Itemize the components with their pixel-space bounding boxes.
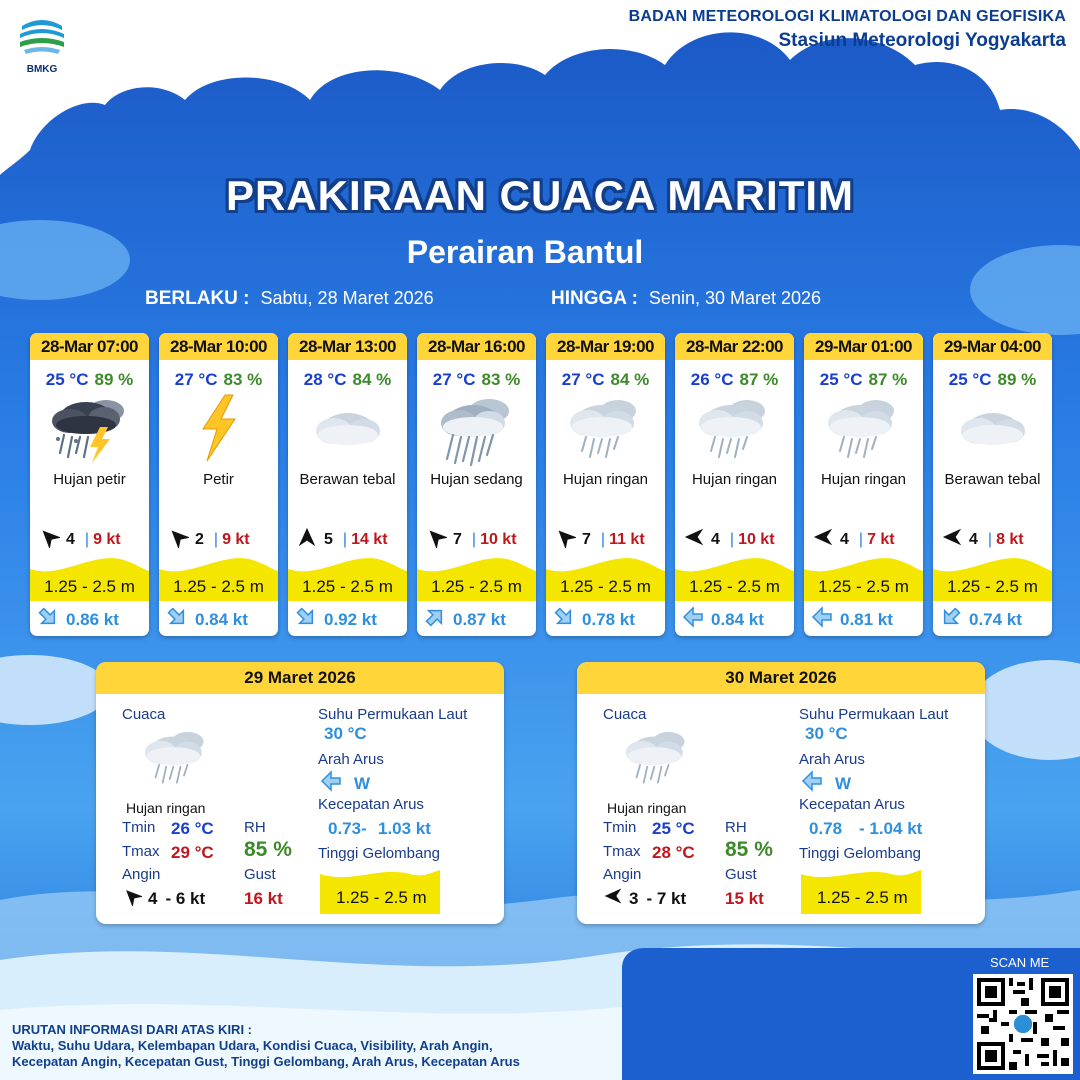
forecast-temp: 25 °C — [45, 370, 89, 389]
forecast-card — [30, 333, 149, 636]
forecast-card — [804, 333, 923, 636]
daily-condition: Hujan ringan — [607, 800, 687, 816]
agency-name: BADAN METEOROLOGI KLIMATOLOGI DAN GEOFISIKA — [628, 8, 1066, 25]
sst-label: Suhu Permukaan Laut — [318, 706, 468, 723]
tmax-label: Tmax — [122, 843, 160, 860]
current-direction-icon — [681, 606, 711, 633]
current-speed: 0.84 kt — [195, 609, 248, 629]
wave-height: 1.25 - 2.5 m — [173, 577, 264, 596]
wind-direction-icon — [941, 526, 969, 553]
daily-date: 30 Maret 2026 — [577, 662, 985, 694]
light-rain-icon — [617, 724, 697, 794]
forecast-wind — [941, 526, 1045, 553]
footer-line-2: Kecepatan Angin, Kecepatan Gust, Tinggi Gelombang, Arah Arus, Kecepatan Arus — [12, 1054, 520, 1069]
daily-date: 29 Maret 2026 — [96, 662, 504, 694]
forecast-wind — [167, 526, 271, 553]
wind-separator: | — [342, 530, 348, 548]
wind-label: Angin — [122, 866, 161, 883]
forecast-condition: Hujan sedang — [430, 471, 523, 488]
wind-speed: 2 — [195, 530, 204, 548]
gust-speed: 7 kt — [867, 530, 895, 548]
wave-height: 1.25 - 2.5 m — [689, 577, 780, 596]
wind-label: Angin — [603, 866, 642, 883]
wave-label: Tinggi Gelombang — [799, 845, 922, 862]
lightning-icon — [173, 391, 263, 467]
daily-panel-1 — [96, 662, 504, 924]
wind-separator: | — [858, 530, 864, 548]
gust-speed: 8 kt — [996, 530, 1024, 548]
forecast-rh: 87 % — [868, 370, 908, 389]
light-rain-icon — [560, 391, 650, 467]
gust-speed: 14 kt — [351, 530, 388, 548]
wind-speed: 7 — [453, 530, 462, 548]
forecast-temps — [417, 370, 536, 390]
current-speed-label: Kecepatan Arus — [799, 796, 905, 813]
wind-speed: 5 — [324, 530, 333, 548]
footer-legend — [12, 1022, 520, 1070]
forecast-temp: 26 °C — [690, 370, 734, 389]
sst-label: Suhu Permukaan Laut — [799, 706, 949, 723]
wind-separator: | — [987, 530, 993, 548]
forecast-temps — [933, 370, 1052, 390]
wind-max: - 6 kt — [165, 888, 206, 908]
forecast-temps — [159, 370, 278, 390]
valid-from-label: BERLAKU : — [145, 288, 250, 309]
forecast-time: 28-Mar 13:00 — [288, 333, 407, 360]
current — [810, 606, 920, 633]
current-direction-icon — [939, 606, 969, 633]
gust-speed: 10 kt — [480, 530, 517, 548]
daily-condition: Hujan ringan — [126, 800, 206, 816]
forecast-card — [675, 333, 794, 636]
wind-speed: 4 — [66, 530, 75, 548]
wind-direction-icon — [122, 886, 148, 911]
gust-speed: 9 kt — [222, 530, 250, 548]
current — [165, 606, 275, 633]
gust-label: Gust — [244, 866, 276, 883]
light-rain-icon — [689, 391, 779, 467]
gust-value: 16 kt — [244, 889, 283, 908]
wave-height: 1.25 - 2.5 m — [817, 888, 908, 907]
wind-direction-icon — [683, 526, 711, 553]
wind-speed: 4 — [711, 530, 720, 548]
wind-direction-icon — [554, 526, 582, 553]
current-speed-max: - 1.04 kt — [859, 819, 923, 838]
overcast-cloud-icon — [302, 391, 392, 467]
current-speed: 0.92 kt — [324, 609, 377, 629]
gust-value: 15 kt — [725, 889, 764, 908]
tmin-value: 26 °C — [171, 819, 214, 838]
wind-direction-icon — [167, 526, 195, 553]
current-direction-icon — [294, 606, 324, 633]
thunderstorm-rain-icon — [44, 391, 134, 467]
valid-to — [551, 288, 821, 310]
tmax-value: 29 °C — [171, 843, 214, 862]
wave-height: 1.25 - 2.5 m — [44, 577, 135, 596]
wind-speed: 4 — [840, 530, 849, 548]
logo-text: BMKG — [26, 64, 58, 75]
sst-value: 30 °C — [324, 724, 367, 743]
current-direction — [799, 770, 851, 797]
forecast-wind — [812, 526, 916, 553]
forecast-temps — [288, 370, 407, 390]
wave-height: 1.25 - 2.5 m — [336, 888, 427, 907]
forecast-wind — [683, 526, 787, 553]
current-dir-value: W — [354, 773, 371, 793]
page-subtitle: Perairan Bantul — [406, 234, 644, 270]
forecast-time: 29-Mar 04:00 — [933, 333, 1052, 360]
forecast-temp: 27 °C — [174, 370, 218, 389]
forecast-condition: Hujan petir — [53, 471, 126, 488]
current-speed-min: 0.78 — [809, 819, 843, 838]
forecast-time: 29-Mar 01:00 — [804, 333, 923, 360]
forecast-condition: Hujan ringan — [562, 471, 649, 488]
forecast-rh: 84 % — [352, 370, 392, 389]
forecast-temps — [546, 370, 665, 390]
forecast-time: 28-Mar 22:00 — [675, 333, 794, 360]
wind-direction-icon — [603, 886, 629, 911]
forecast-time: 28-Mar 10:00 — [159, 333, 278, 360]
overcast-cloud-icon — [947, 391, 1037, 467]
page-title: PRAKIRAAN CUACA MARITIM — [225, 172, 855, 219]
forecast-rh: 89 % — [94, 370, 134, 389]
rh-label: RH — [725, 819, 747, 836]
gust-speed: 9 kt — [93, 530, 121, 548]
weather-label: Cuaca — [603, 706, 647, 723]
forecast-card — [546, 333, 665, 636]
current — [552, 606, 662, 633]
forecast-card — [159, 333, 278, 636]
wave-height: 1.25 - 2.5 m — [431, 577, 522, 596]
forecast-condition: Hujan ringan — [820, 471, 907, 488]
rh-value: 85 % — [725, 838, 773, 861]
wind-direction-icon — [38, 526, 66, 553]
light-rain-icon — [818, 391, 908, 467]
wave-height: 1.25 - 2.5 m — [818, 577, 909, 596]
gust-speed: 11 kt — [609, 530, 645, 548]
forecast-temps — [675, 370, 794, 390]
tmin-value: 25 °C — [652, 819, 695, 838]
current-direction-icon — [318, 770, 354, 797]
footer-title: URUTAN INFORMASI DARI ATAS KIRI : — [12, 1022, 252, 1037]
current-direction-icon — [810, 606, 840, 633]
tmin-label: Tmin — [603, 819, 637, 836]
wind-separator: | — [84, 530, 90, 548]
weather-label: Cuaca — [122, 706, 166, 723]
daily-panel-2 — [577, 662, 985, 924]
forecast-time: 28-Mar 16:00 — [417, 333, 536, 360]
forecast-card — [933, 333, 1052, 636]
valid-from — [145, 288, 434, 310]
forecast-temps — [804, 370, 923, 390]
forecast-rh: 87 % — [739, 370, 779, 389]
forecast-condition: Hujan ringan — [691, 471, 778, 488]
valid-to-label: HINGGA : — [551, 288, 638, 309]
current-speed: 0.81 kt — [840, 609, 893, 629]
forecast-wind — [38, 526, 142, 553]
wind-separator: | — [471, 530, 477, 548]
forecast-wind — [296, 526, 400, 553]
forecast-temp: 27 °C — [432, 370, 476, 389]
forecast-time: 28-Mar 19:00 — [546, 333, 665, 360]
rh-value: 85 % — [244, 838, 292, 861]
qr-code-icon[interactable] — [973, 974, 1073, 1074]
current-speed: 0.78 kt — [582, 609, 635, 629]
tmax-label: Tmax — [603, 843, 641, 860]
forecast-rh: 83 % — [223, 370, 263, 389]
current-speed: 0.84 kt — [711, 609, 764, 629]
forecast-time: 28-Mar 07:00 — [30, 333, 149, 360]
gust-label: Gust — [725, 866, 757, 883]
current-speed: 0.74 kt — [969, 609, 1022, 629]
forecast-rh: 84 % — [610, 370, 650, 389]
wave-label: Tinggi Gelombang — [318, 845, 441, 862]
current-direction-icon — [165, 606, 195, 633]
wind-max: - 7 kt — [646, 888, 687, 908]
tmin-label: Tmin — [122, 819, 156, 836]
current-dir-value: W — [835, 773, 852, 793]
forecast-condition: Petir — [203, 471, 234, 488]
wind-direction-icon — [425, 526, 453, 553]
forecast-wind — [554, 526, 658, 553]
forecast-temp: 27 °C — [561, 370, 605, 389]
wave-height: 1.25 - 2.5 m — [302, 577, 393, 596]
forecast-card — [288, 333, 407, 636]
forecast-temp: 28 °C — [303, 370, 347, 389]
current-direction — [318, 770, 370, 797]
wind-direction-icon — [296, 526, 324, 553]
current — [681, 606, 791, 633]
light-rain-icon — [136, 724, 216, 794]
forecast-rh: 89 % — [997, 370, 1037, 389]
forecast-temp: 25 °C — [948, 370, 992, 389]
current-direction-icon — [36, 606, 66, 633]
wind-direction-icon — [812, 526, 840, 553]
gust-speed: 10 kt — [738, 530, 775, 548]
current — [294, 606, 404, 633]
current-direction-icon — [799, 770, 835, 797]
forecast-card — [417, 333, 536, 636]
current-speed-min: 0.73- — [328, 819, 367, 838]
footer-line-1: Waktu, Suhu Udara, Kelembapan Udara, Kondisi Cuaca, Visibility, Arah Angin, — [12, 1038, 493, 1053]
wind-speed: 7 — [582, 530, 591, 548]
current-speed-max: 1.03 kt — [378, 819, 431, 838]
wind-min: 3 — [629, 888, 639, 908]
header-title — [629, 8, 1066, 52]
valid-from-value: Sabtu, 28 Maret 2026 — [260, 288, 434, 308]
daily-wind — [122, 886, 205, 911]
wind-separator: | — [213, 530, 219, 548]
wind-separator: | — [729, 530, 735, 548]
wind-separator: | — [600, 530, 606, 548]
daily-wind — [603, 886, 686, 911]
current-speed-label: Kecepatan Arus — [318, 796, 424, 813]
current-speed: 0.87 kt — [453, 609, 506, 629]
current — [423, 606, 533, 633]
scan-me-label: SCAN ME — [990, 955, 1050, 970]
forecast-rh: 83 % — [481, 370, 521, 389]
current-speed: 0.86 kt — [66, 609, 119, 629]
valid-to-value: Senin, 30 Maret 2026 — [648, 288, 822, 308]
current — [939, 606, 1049, 633]
forecast-temp: 25 °C — [819, 370, 863, 389]
current-dir-label: Arah Arus — [799, 751, 865, 768]
tmax-value: 28 °C — [652, 843, 695, 862]
wind-min: 4 — [148, 888, 158, 908]
wind-speed: 4 — [969, 530, 978, 548]
forecast-condition: Berawan tebal — [299, 471, 396, 488]
rh-label: RH — [244, 819, 266, 836]
moderate-rain-icon — [431, 391, 521, 467]
wave-height: 1.25 - 2.5 m — [560, 577, 651, 596]
forecast-temps — [30, 370, 149, 390]
station-name: Stasiun Meteorologi Yogyakarta — [778, 30, 1066, 51]
wave-height: 1.25 - 2.5 m — [947, 577, 1038, 596]
current — [36, 606, 146, 633]
current-direction-icon — [423, 606, 453, 633]
sst-value: 30 °C — [805, 724, 848, 743]
forecast-condition: Berawan tebal — [944, 471, 1041, 488]
current-direction-icon — [552, 606, 582, 633]
bmkg-logo — [14, 10, 70, 80]
forecast-wind — [425, 526, 529, 553]
current-dir-label: Arah Arus — [318, 751, 384, 768]
